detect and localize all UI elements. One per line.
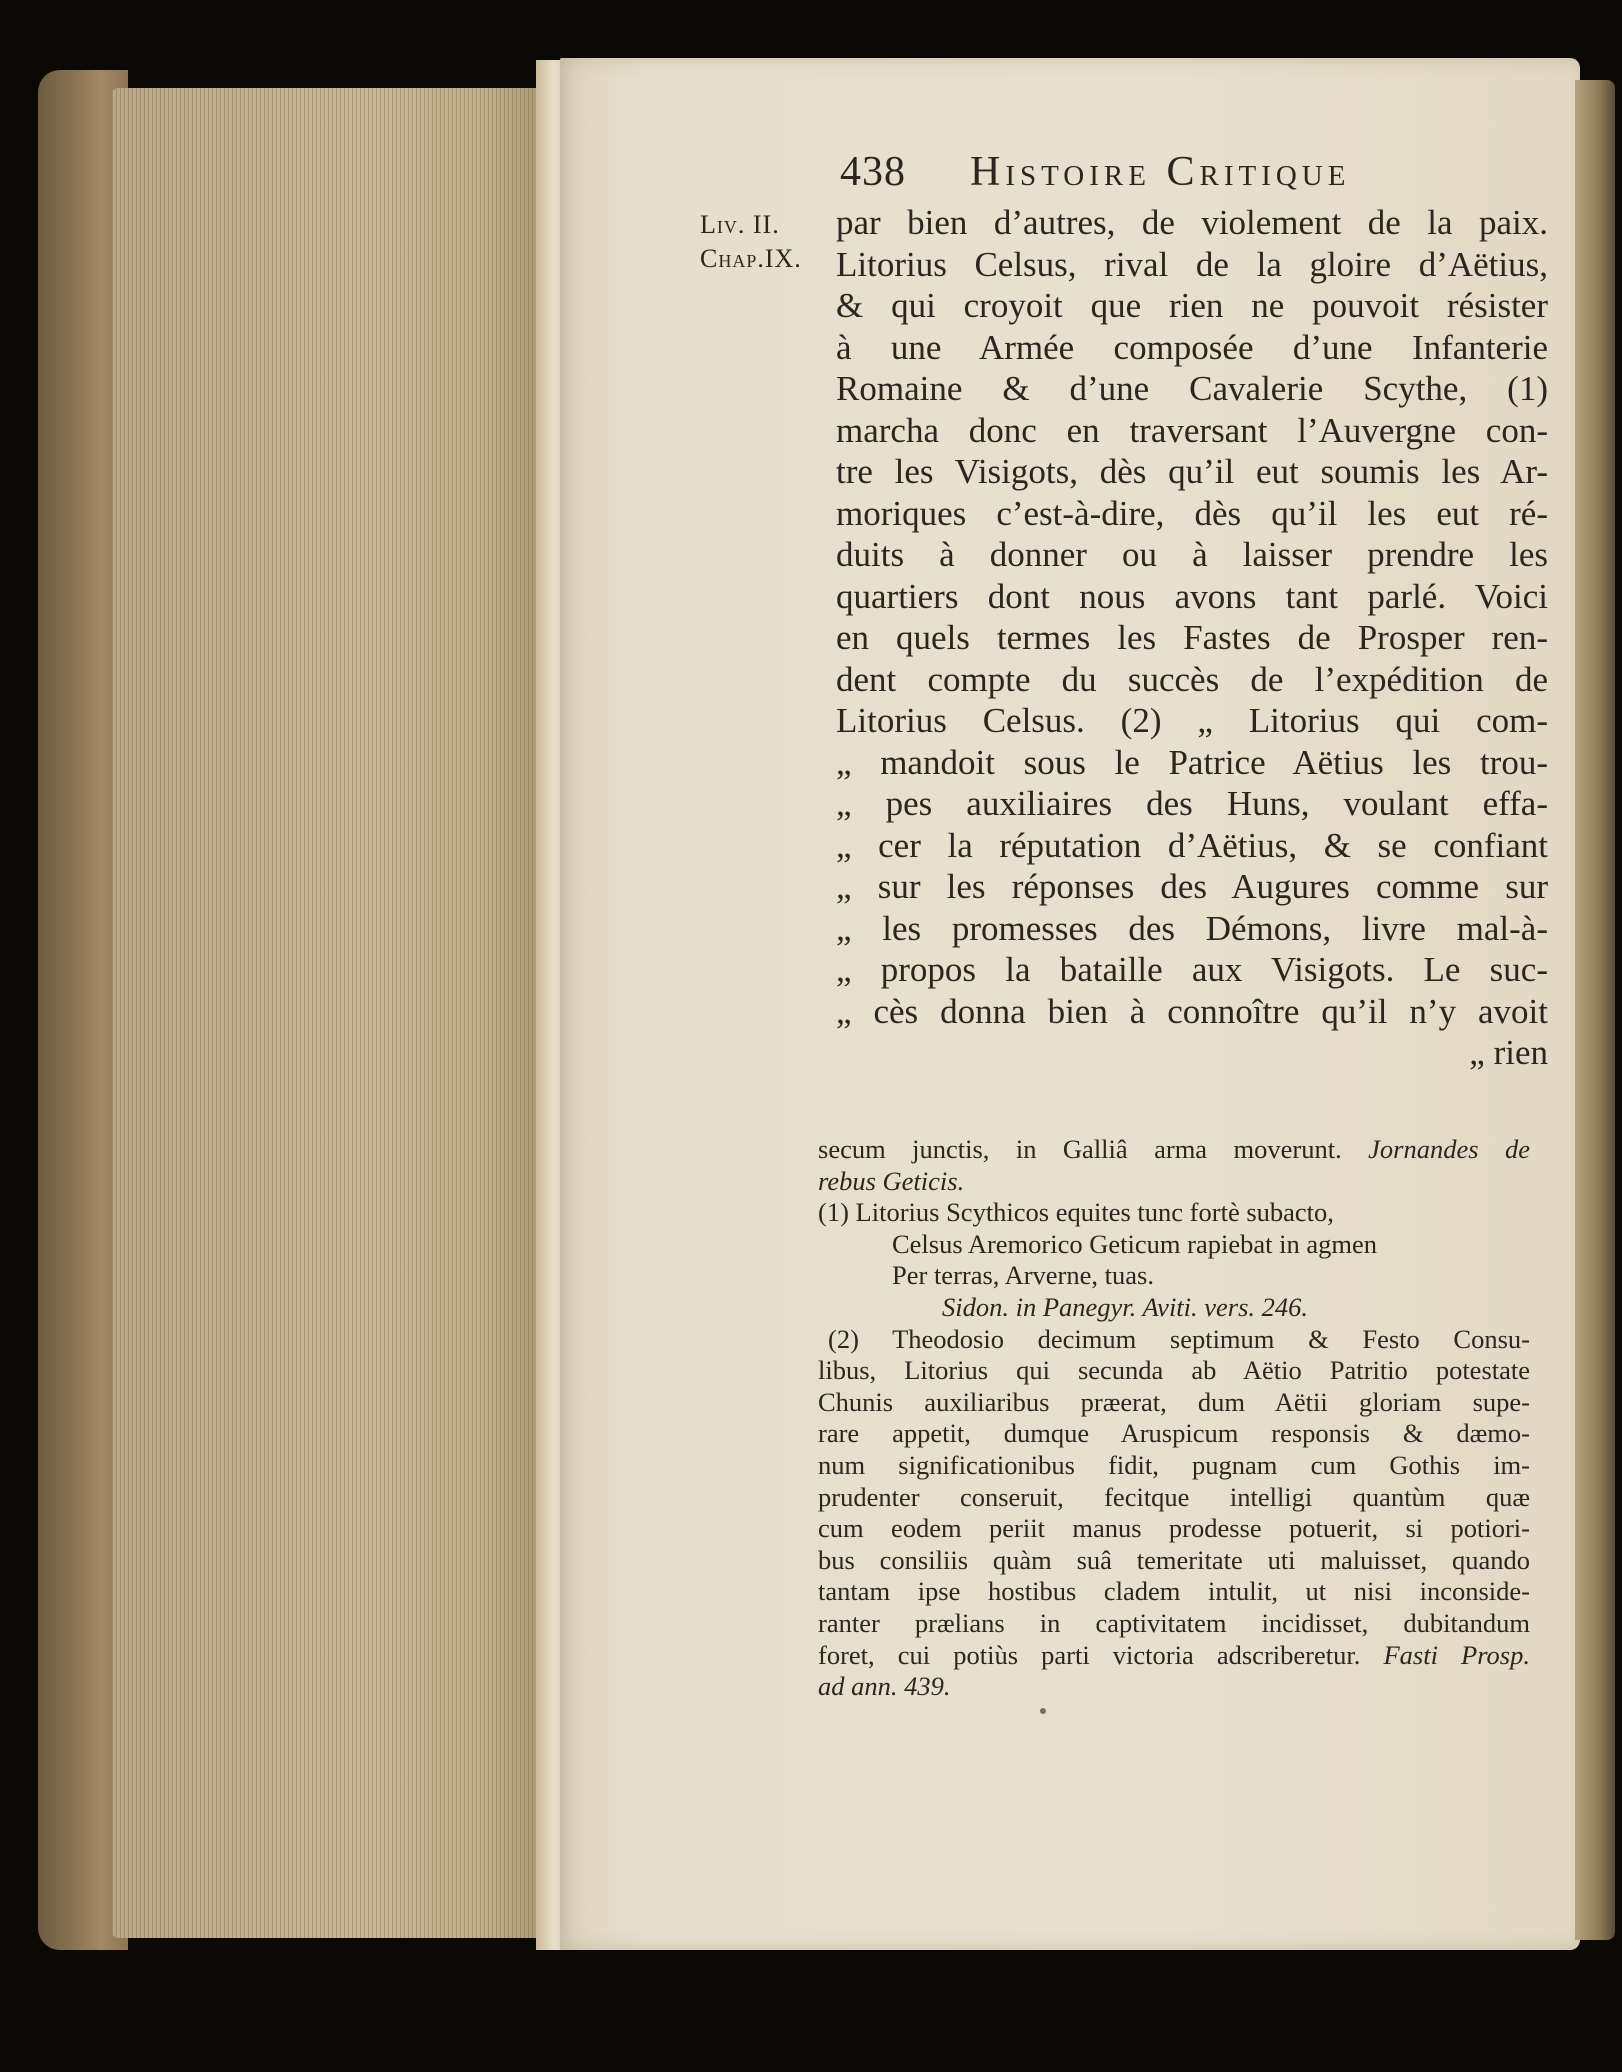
body-line: Litorius Celsus, rival de la gloire d’Aëtius,: [836, 244, 1548, 284]
body-line: duits à donner ou à laisser prendre les: [836, 535, 1548, 574]
footnote-source-cont: rebus Geticis.: [818, 1165, 965, 1196]
footnote-2-line: (2) Theodosio decimum septimum & Festo Consu-: [828, 1323, 1530, 1354]
body-line: à une Armée composée d’une Infanterie: [836, 327, 1548, 367]
footnote-2-final: [818, 1640, 1530, 1672]
ink-speck: [1040, 1708, 1046, 1714]
margin-note-book: Liv. II.: [700, 210, 780, 239]
body-line: moriques c’est-à-dire, dès qu’il les eut ré-: [836, 493, 1548, 533]
body-line: en quels termes les Fastes de Prosper ren-: [836, 618, 1548, 657]
body-line: dent compte du succès de l’expédition de: [836, 659, 1548, 699]
footnote-2-line: Chunis auxiliaribus præerat, dum Aëtii gloriam supe-: [818, 1386, 1530, 1417]
footnote-2-line: ranter prælians in captivitatem incidisset, dubitandum: [818, 1607, 1530, 1638]
body-text: [836, 202, 1548, 1074]
body-line: „ mandoit sous le Patrice Aëtius les trou-: [836, 742, 1548, 782]
body-line: Romaine & d’une Cavalerie Scythe, (1): [836, 369, 1548, 408]
footnote-1-line: [818, 1197, 1530, 1229]
body-line: „ cer la réputation d’Aëtius, & se confiant: [836, 825, 1548, 865]
footnote-2-date: ad ann. 439.: [818, 1671, 951, 1702]
footnote-source: Jornandes de: [1368, 1134, 1531, 1164]
footnote-1-marker: (1): [818, 1197, 849, 1228]
page-number: 438: [840, 149, 906, 195]
footnote-continuation: [818, 1134, 1530, 1166]
body-line: par bien d’autres, de violement de la paix.: [836, 203, 1548, 242]
footnote-2-line: rare appetit, dumque Aruspicum responsis & dæmo-: [818, 1418, 1530, 1449]
body-line: tre les Visigots, dès qu’il eut soumis les Ar-: [836, 452, 1548, 491]
running-title: Histoire Critique: [970, 149, 1351, 195]
footnote-2-line: bus consiliis quàm suâ temeritate uti maluisset, quando: [818, 1544, 1530, 1575]
page-header: [840, 148, 1460, 200]
footnote-2-text: foret, cui potiùs parti victoria adscriberetur.: [818, 1639, 1361, 1670]
footnote-1-citation: Sidon. in Panegyr. Aviti. vers. 246.: [942, 1291, 1309, 1322]
body-line: „ propos la bataille aux Visigots. Le suc-: [836, 950, 1548, 989]
footnote-2-source: Fasti Prosp.: [1383, 1639, 1530, 1670]
right-page-edge: [1575, 80, 1615, 1940]
body-line: „ sur les réponses des Augures comme sur: [836, 867, 1548, 906]
page-block-edge: [112, 88, 552, 1938]
catchword: „ rien: [1469, 1033, 1548, 1072]
footnote-1-verse: Per terras, Arverne, tuas.: [892, 1260, 1154, 1291]
body-line: „ pes auxiliaires des Huns, voulant effa-: [836, 784, 1548, 823]
footnote-2-line: num significationibus fidit, pugnam cum Gothis im-: [818, 1449, 1530, 1480]
footnote-2-line: libus, Litorius qui secunda ab Aëtio Patritio potestate: [818, 1355, 1530, 1386]
body-line: „ les promesses des Démons, livre mal-à-: [836, 908, 1548, 948]
footnote-1-verse: Celsus Aremorico Geticum rapiebat in agmen: [892, 1228, 1377, 1259]
body-line: marcha donc en traversant l’Auvergne con-: [836, 410, 1548, 450]
body-line: „ cès donna bien à connoître qu’il n’y avoit: [836, 991, 1548, 1031]
body-line: quartiers dont nous avons tant parlé. Voici: [836, 576, 1548, 616]
footnote-continuation-text: secum junctis, in Galliâ arma moverunt.: [818, 1134, 1342, 1164]
footnote-2-line: prudenter conseruit, fecitque intelligi quantùm quæ: [818, 1481, 1530, 1512]
margin-note: [700, 208, 840, 276]
body-line: Litorius Celsus. (2) „ Litorius qui com-: [836, 701, 1548, 740]
footnote-2-line: tantam ipse hostibus cladem intulit, ut nisi inconside-: [818, 1576, 1530, 1607]
body-line: & qui croyoit que rien ne pouvoit résister: [836, 286, 1548, 325]
margin-note-chapter: Chap.IX.: [700, 244, 802, 273]
footnote-1-verse: Litorius Scythicos equites tunc fortè subacto,: [855, 1197, 1334, 1228]
footnote-2-line: cum eodem periit manus prodesse potuerit, si potiori-: [818, 1513, 1530, 1544]
footnotes: [818, 1134, 1530, 1703]
